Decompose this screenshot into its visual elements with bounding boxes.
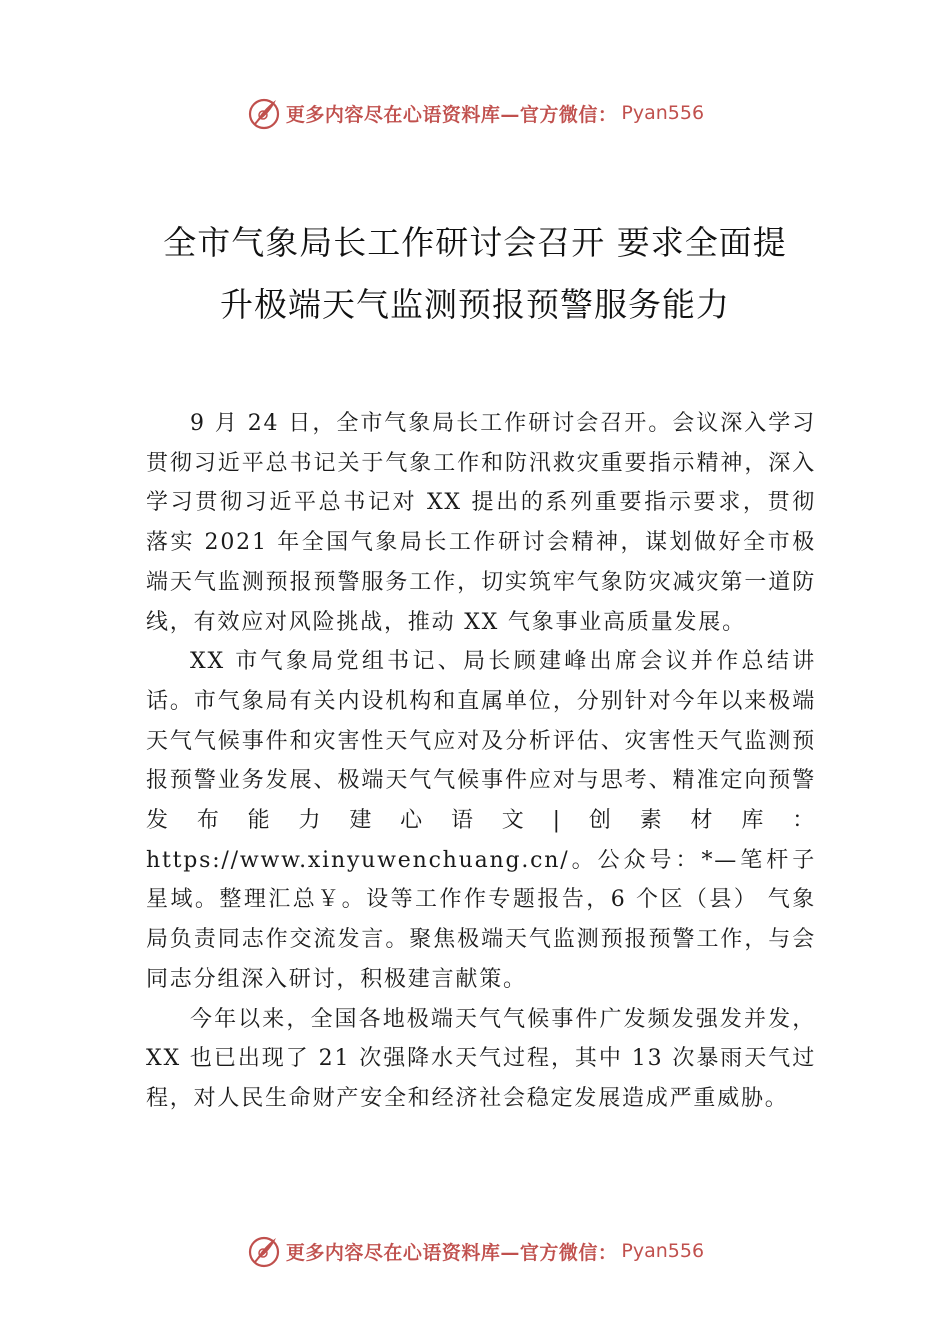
article-title-line-1: 全市气象局长工作研讨会召开 要求全面提 — [163, 223, 787, 262]
header-wechat-id: Pyan556 — [621, 102, 705, 124]
footer-wechat-id: Pyan556 — [621, 1240, 705, 1262]
quill-logo-icon — [246, 95, 282, 131]
article-paragraph: 今年以来，全国各地极端天气气候事件广发频发强发并发，XX 也已出现了 21 次强降水天气过程，其中 13 次暴雨天气过程，对人民生命财产安全和经济社会稳定发展造成严重威胁。 — [146, 1006, 816, 1111]
quill-logo-icon — [246, 1233, 282, 1269]
article-paragraph: 9 月 24 日，全市气象局长工作研讨会召开。会议深入学习贯彻习近平总书记关于气象工作和防汛救灾重要指示精神，深入学习贯彻习近平总书记对 XX 提出的系列重要指示要求，贯彻落实 2021 年全国气象局长工作研讨会精神，谋划做好全市极端天气监测预报预警服务工作，切实筑牢气象防灾减灾第一道防线，有效应对风险挑战，推动 XX 气象事业高质量发展。 — [146, 411, 816, 635]
article-title-line-2: 升极端天气监测预报预警服务能力 — [220, 285, 730, 324]
footer-banner — [0, 1231, 950, 1271]
header-banner — [0, 93, 950, 133]
article-body — [146, 404, 816, 1119]
footer-banner-text: 更多内容尽在心语资料库—官方微信： — [285, 1241, 618, 1264]
article-paragraph: XX 市气象局党组书记、局长顾建峰出席会议并作总结讲话。市气象局有关内设机构和直属单位，分别针对今年以来极端天气气候事件和灾害性天气应对及分析评估、灾害性天气监测预报预警业务发展、极端天气气候事件应对与思考、精准定向预警发布能力建心语文|创素材库：https://www.xinyuwenchuang.cn/。公众号：*—笔杆子星域。整理汇总￥。设等工作作专题报告，6 个区（县） 气象局负责同志作交流发言。聚焦极端天气监测预报预警工作，与会同志分组深入研讨，积极建言献策。 — [146, 649, 816, 992]
header-banner-text: 更多内容尽在心语资料库—官方微信： — [285, 103, 618, 126]
